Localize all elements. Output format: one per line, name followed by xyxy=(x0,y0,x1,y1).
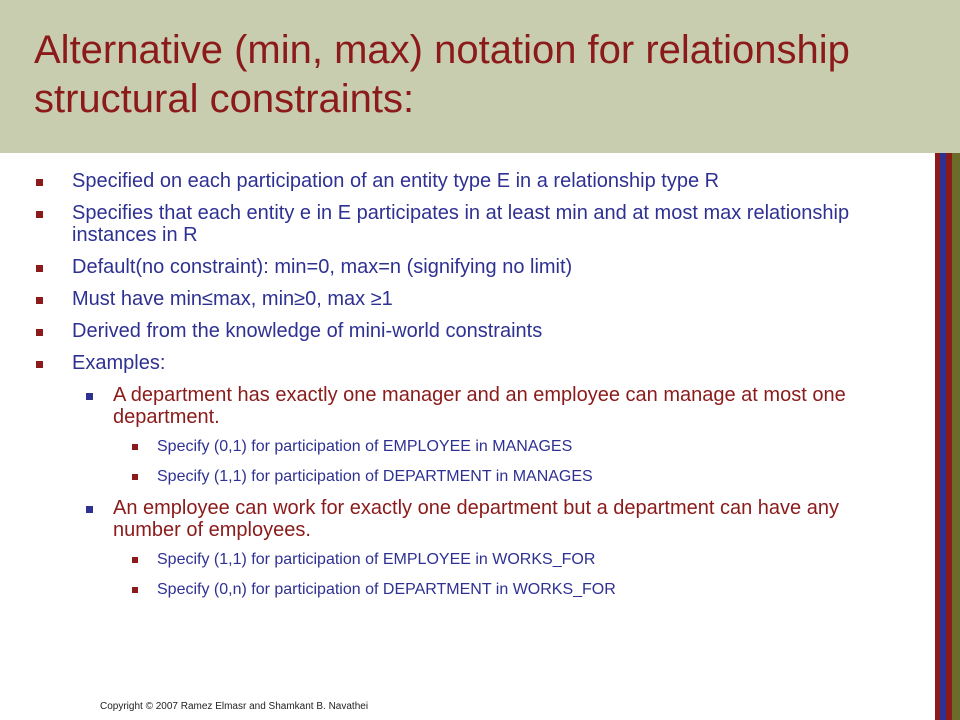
bullet-item: Specified on each participation of an entity type E in a relationship type R xyxy=(0,170,900,192)
example-item: An employee can work for exactly one department but a department can have any number of employees. xyxy=(0,497,900,541)
bullet-item: Must have min≤max, min≥0, max ≥1 xyxy=(0,288,900,310)
bullet-item: Derived from the knowledge of mini-world constraints xyxy=(0,320,900,342)
example-subitem: Specify (1,1) for participation of DEPARTMENT in MANAGES xyxy=(0,467,900,486)
example-subitem: Specify (1,1) for participation of EMPLOYEE in WORKS_FOR xyxy=(0,550,900,569)
bullet-item: Default(no constraint): min=0, max=n (signifying no limit) xyxy=(0,256,900,278)
example-subitem: Specify (0,1) for participation of EMPLOYEE in MANAGES xyxy=(0,437,900,456)
example-subitem: Specify (0,n) for participation of DEPARTMENT in WORKS_FOR xyxy=(0,580,900,599)
example-item: A department has exactly one manager and an employee can manage at most one department. xyxy=(0,384,900,428)
title-band xyxy=(0,0,960,153)
slide-title: Alternative (min, max) notation for relationship structural constraints: xyxy=(34,28,850,121)
bullet-item: Examples: xyxy=(0,352,900,374)
decorative-stripes xyxy=(935,153,960,720)
copyright-footer: Copyright © 2007 Ramez Elmasr and Shamkant B. Navathei xyxy=(100,701,369,712)
stripe xyxy=(952,153,960,720)
bullet-item: Specifies that each entity e in E participates in at least min and at most max relationship instances in R xyxy=(0,202,900,246)
slide-content xyxy=(0,170,900,610)
